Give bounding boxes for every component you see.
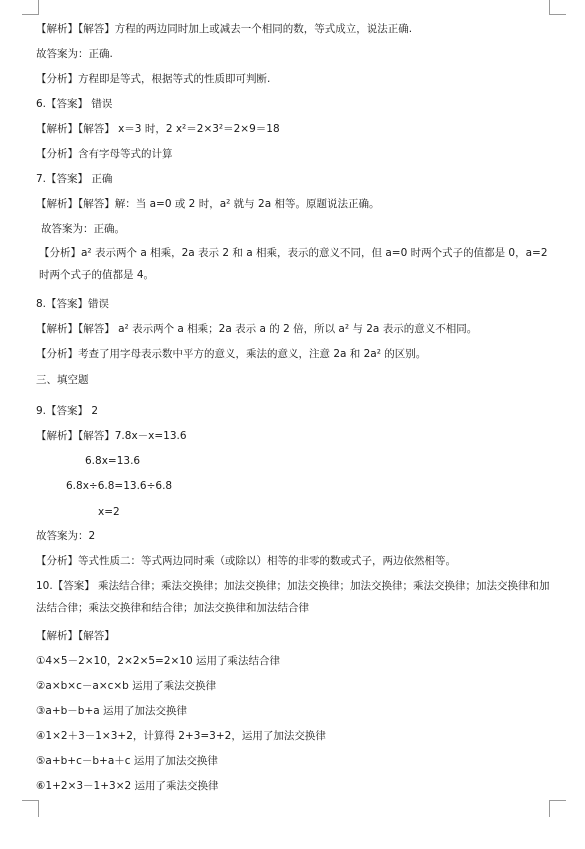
text-line: 【解析】【解答】方程的两边同时加上或减去一个相同的数，等式成立，说法正确. [36, 23, 413, 35]
text-line: 【分析】方程即是等式，根据等式的性质即可判断. [36, 73, 271, 85]
equation-line: 6.8x÷6.8=13.6÷6.8 [66, 480, 173, 492]
list-item: ⑥1+2×3－1+3×2 运用了乘法交换律 [36, 780, 219, 792]
text-paragraph: 【分析】a² 表示两个 a 相乘，2a 表示 2 和 a 相乘，表示的意义不同，但 a=0 时两个式子的值都是 0，a=2 时两个式子的值都是 4。 [39, 247, 548, 281]
list-item: ④1×2＋3－1×3+2，计算得 2+3=3+2，运用了加法交换律 [36, 730, 326, 742]
corner-mark-top-left [22, 0, 39, 15]
corner-mark-bottom-left [22, 800, 39, 817]
text-line: 【解析】【解答】 x＝3 时，2 x²＝2×3²＝2×9＝18 [36, 123, 280, 135]
question-heading: 7.【答案】 正确 [36, 173, 113, 185]
section-heading: 三、填空题 [36, 374, 89, 386]
text-line: 故答案为：2 [36, 530, 96, 542]
list-item: ③a+b－b+a 运用了加法交换律 [36, 705, 188, 717]
list-item: ①4×5－2×10，2×2×5=2×10 运用了乘法结合律 [36, 655, 281, 667]
list-item: ②a×b×c－a×c×b 运用了乘法交换律 [36, 680, 217, 692]
equation-line: 6.8x=13.6 [85, 455, 141, 467]
list-item: ⑤a+b+c－b+a＋c 运用了加法交换律 [36, 755, 218, 767]
corner-mark-bottom-right [549, 800, 566, 817]
text-line: 【解析】【解答】 [36, 630, 115, 642]
text-line: 【分析】等式性质二：等式两边同时乘（或除以）相等的非零的数或式子，两边依然相等。 [36, 555, 456, 567]
question-heading: 9.【答案】 2 [36, 405, 99, 417]
text-line: 故答案为：正确。 [41, 223, 125, 235]
text-line: 【分析】考查了用字母表示数中平方的意义，乘法的意义，注意 2a 和 2a² 的区别。 [36, 348, 427, 360]
text-paragraph: 10.【答案】 乘法结合律；乘法交换律；加法交换律；加法交换律；加法交换律；乘法交换律；加法交换律和加法结合律；乘法交换律和结合律；加法交换律和加法结合律 [36, 580, 550, 614]
equation-line: x=2 [98, 506, 120, 518]
text-line: 故答案为：正确. [36, 48, 113, 60]
corner-mark-top-right [549, 0, 566, 15]
text-line: 【解析】【解答】7.8x－x=13.6 [36, 430, 187, 442]
question-heading: 8.【答案】错误 [36, 298, 110, 310]
text-line: 【分析】含有字母等式的计算 [36, 148, 173, 160]
text-line: 【解析】【解答】 a² 表示两个 a 相乘；2a 表示 a 的 2 倍，所以 a² 与 2a 表示的意义不相同。 [36, 323, 478, 335]
text-line: 【解析】【解答】解：当 a=0 或 2 时，a² 就与 2a 相等。原题说法正确。 [36, 198, 380, 210]
question-heading: 6.【答案】 错误 [36, 98, 113, 110]
